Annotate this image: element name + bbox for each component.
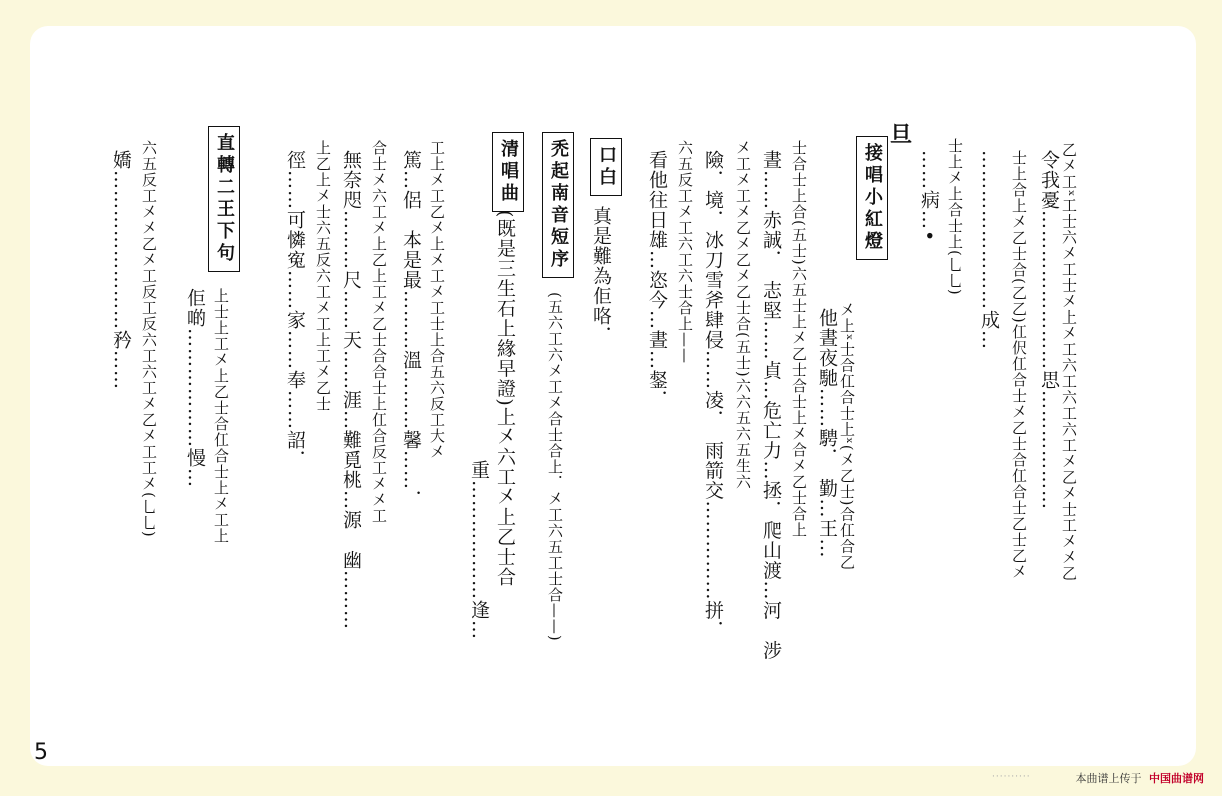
footer-upload-text: 本曲谱上传于: [1075, 772, 1142, 785]
footer-credit: [1076, 770, 1205, 786]
notation-col-7: 六五反工㐅工六工六士合上——: [676, 140, 694, 364]
role-marker: 旦: [890, 122, 913, 148]
score-sheet: [30, 26, 1196, 766]
lyric-col-2: ……………………成…: [978, 150, 1000, 350]
site-logo[interactable]: 中国曲谱网: [1149, 772, 1204, 785]
lyric-col-10: 無奈咫………尺……天……涯…難覓桃…源 幽………: [340, 150, 362, 630]
label-jie-chang: 接唱小紅燈: [856, 136, 888, 260]
notation-col-8: (五六工六㐅工㐅合士合上．㐅工六五工士合——): [546, 292, 564, 642]
notation-col-1: 乙㐅工ˣ工士六㐅工士㐅上㐅工六工六工六工㐅乙㐅士工㐅㐅乙: [1060, 142, 1078, 582]
notation-col-9: (既是三生石上緣早證)上㐅六工㐅上乙士合: [494, 210, 516, 587]
notation-col-12: 上乙上㐅士六五反六工㐅工上工㐅乙士: [314, 140, 332, 412]
notation-col-4: 㐅上ˣ士合仜合士上ˣ(㐅乙士)合仜合乙: [838, 302, 856, 571]
lyric-col-4: 他晝夜馳……騁． 勤…王…: [816, 308, 838, 559]
lyric-col-6: 險．境．冰刀雪斧肆侵……凌． 雨箭交……………拼．: [702, 150, 724, 641]
lyric-col-5: 晝……赤誠． 志堅……貞…危亡力…拯．爬山渡…河 涉: [760, 150, 782, 661]
footer-divider: ··········: [992, 772, 1031, 782]
label-kou-bai: 口白: [590, 138, 622, 196]
notation-col-2: 士上合上㐅乙士合(乙乙)仜伬仜合士㐅乙士合仜合士乙士乙㐅: [1010, 150, 1028, 580]
lyric-col-7: 看他往日雄…恣今…晝…錖．: [646, 150, 668, 410]
lyric-col-3: ……病…•: [918, 150, 940, 243]
label-tu-qi: 禿起南音短序: [542, 132, 574, 278]
notation-col-10: 工上㐅工乙㐅上㐅工㐅工士上合五六反工大㐅: [428, 140, 446, 460]
lyric-col-12: 佢啲………………慢…: [184, 288, 206, 488]
notation-col-6: 㐅工㐅工㐅乙㐅乙㐅乙士合(五士)六六五六五生六: [734, 140, 752, 490]
label-qing-chang: 清唱曲: [492, 132, 524, 212]
spoken-line: 真是難為佢咯．: [590, 206, 612, 346]
lyric-col-9: 篤…侶 本是最………溫………馨……．: [400, 150, 422, 510]
notation-col-14: 六五反工㐅㐅乙㐅工反工反六工六工㐅乙㐅工工㐅(乚乚): [140, 140, 158, 538]
notation-col-13: 上士上工㐅上乙士合仜合士上㐅工上: [212, 288, 230, 544]
lyric-col-11: 徑……可憐寃……家……奉……詔．: [284, 150, 306, 470]
notation-col-3: 士上㐅上合士上(乚乚): [946, 138, 964, 296]
notation-col-11: 合士㐅六工㐅上乙上工㐅乙士合合士上仜合反工㐅㐅工: [370, 140, 388, 524]
page-number: 5: [34, 740, 48, 765]
lyric-col-8: 重………………逢…: [468, 460, 490, 640]
notation-col-5: 士合士上合(五士)六五士上㐅乙士合士上㐅合㐅乙士合上: [790, 140, 808, 538]
lyric-col-1: 令我憂……………………思………………: [1038, 150, 1060, 510]
label-zhi-zhuan: 直轉二王下句: [208, 126, 240, 272]
lyric-col-13: 嬌……………………矜……: [110, 150, 132, 390]
